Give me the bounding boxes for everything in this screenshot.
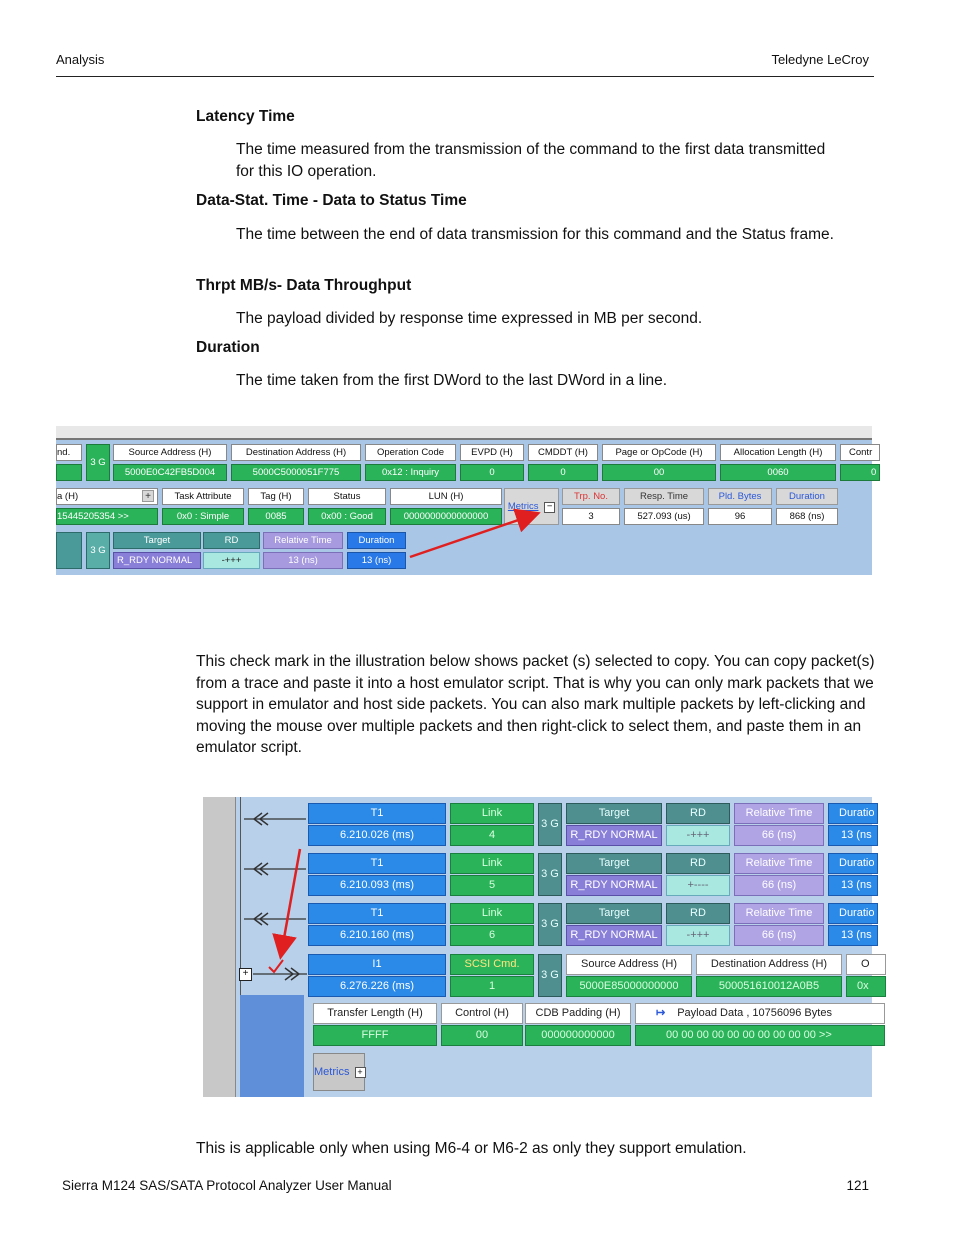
- scsi-hdr-transfer: Transfer Length (H): [313, 1003, 437, 1024]
- def-data-stat-time: The time between the end of data transmission for this command and the Status frame.: [236, 226, 834, 243]
- row2-hdr-lun: LUN (H): [390, 488, 502, 505]
- scsi-val-cdb: 000000000000: [525, 1025, 631, 1046]
- running-header-right: Teledyne LeCroy: [771, 52, 869, 67]
- packet-2-rel-hdr: Relative Time: [734, 853, 824, 874]
- row2-hdr-status: Status: [308, 488, 386, 505]
- packet-3-dur-hdr: Duratio: [828, 903, 878, 924]
- packet-1-rel-hdr: Relative Time: [734, 803, 824, 824]
- packet-1-rd-hdr: RD: [666, 803, 730, 824]
- metric-hdr-duration: Duration: [776, 488, 838, 505]
- row3-val-relative[interactable]: 13 (ns): [263, 552, 343, 569]
- packet-2-link: 5: [450, 875, 534, 896]
- footer-title: Sierra M124 SAS/SATA Protocol Analyzer User Manual: [62, 1178, 392, 1193]
- packet-3-target: R_RDY NORMAL: [566, 925, 662, 946]
- packet-1-target-hdr: Target: [566, 803, 662, 824]
- packet-2-target-hdr: Target: [566, 853, 662, 874]
- metric-val-trp: 3: [562, 508, 620, 525]
- scsi-hdr-payload-text: Payload Data , 10756096 Bytes: [677, 1007, 832, 1019]
- metrics-label-2: Metrics: [314, 1066, 350, 1078]
- term-data-stat-time: Data-Stat. Time - Data to Status Time: [196, 192, 467, 209]
- row2-val-status[interactable]: 0x00 : Good: [308, 508, 386, 525]
- metric-val-pld: 96: [708, 508, 772, 525]
- row1-hdr-source: Source Address (H): [113, 444, 227, 461]
- row1-val-control[interactable]: 0: [840, 464, 880, 481]
- def-throughput: The payload divided by response time expressed in MB per second.: [236, 310, 703, 327]
- row1-val-dest[interactable]: 5000C5000051F775: [231, 464, 361, 481]
- body-paragraph: This check mark in the illustration below shows packet (s) selected to copy. You can copy packet(s) from a trace and paste it into a host emulator script. That is why you can only mark packets that we support in emulator and host side packets. You can also mark multiple packets by left-clicking and moving the mouse over multiple packets and then right-click to select them, and paste them in an emulator script.: [196, 653, 875, 756]
- row1-first-header: nd.: [56, 444, 82, 461]
- packet-2-speed: 3 G: [538, 853, 562, 896]
- row3-speed: 3 G: [86, 532, 110, 569]
- header-rule: [56, 76, 874, 77]
- row3-hdr-target: Target: [113, 532, 201, 549]
- scsi-val-control: 00: [441, 1025, 523, 1046]
- row1-hdr-alloc: Allocation Length (H): [720, 444, 836, 461]
- row1-hdr-page: Page or OpCode (H): [602, 444, 716, 461]
- scsi-op: 0x: [846, 976, 886, 997]
- packet-2-label: T1: [308, 853, 446, 874]
- row3-hdr-duration: Duration: [347, 532, 406, 549]
- payload-arrow-icon: ↦: [656, 1007, 666, 1019]
- packet-1-link: 4: [450, 825, 534, 846]
- callout-arrow-2: [203, 797, 872, 1097]
- packet-2-time: 6.210.093 (ms): [308, 875, 446, 896]
- scsi-src: 5000E85000000000: [566, 976, 692, 997]
- term-throughput: Thrpt MB/s- Data Throughput: [196, 277, 412, 294]
- row1-hdr-cmddt: CMDDT (H): [528, 444, 598, 461]
- packet-3-rd-hdr: RD: [666, 903, 730, 924]
- packet-3-link-label: Link: [450, 903, 534, 924]
- row2-hdr-a: a (H): [56, 488, 158, 505]
- row1-val-evpd[interactable]: 0: [460, 464, 524, 481]
- running-header-left: Analysis: [56, 52, 105, 67]
- packet-3-target-hdr: Target: [566, 903, 662, 924]
- row3-val-duration[interactable]: 13 (ns): [347, 552, 406, 569]
- packet-1-dur-hdr: Duratio: [828, 803, 878, 824]
- packet-2-target: R_RDY NORMAL: [566, 875, 662, 896]
- row2-hdr-task: Task Attribute: [162, 488, 244, 505]
- row1-val-cmddt[interactable]: 0: [528, 464, 598, 481]
- row1-hdr-control: Contr: [840, 444, 880, 461]
- packet-1-label: T1: [308, 803, 446, 824]
- scsi-op-hdr: O: [846, 954, 886, 975]
- packet-1-rd: -+++: [666, 825, 730, 846]
- packet-2-dur-hdr: Duratio: [828, 853, 878, 874]
- scsi-label: I1: [308, 954, 446, 975]
- row1-val-source[interactable]: 5000E0C42FB5D004: [113, 464, 227, 481]
- row2-val-task[interactable]: 0x0 : Simple: [162, 508, 244, 525]
- packet-1-rel: 66 (ns): [734, 825, 824, 846]
- scsi-src-hdr: Source Address (H): [566, 954, 692, 975]
- metric-val-resp: 527.093 (us): [624, 508, 704, 525]
- scsi-expand-button[interactable]: +: [239, 968, 252, 981]
- scsi-cmd: 1: [450, 976, 534, 997]
- scsi-cmd-label: SCSI Cmd.: [450, 954, 534, 975]
- packet-3-time: 6.210.160 (ms): [308, 925, 446, 946]
- callout-arrow-1: [56, 426, 872, 575]
- packet-3-speed: 3 G: [538, 903, 562, 946]
- scsi-time: 6.276.226 (ms): [308, 976, 446, 997]
- def-duration: The time taken from the first DWord to the last DWord in a line.: [236, 372, 668, 389]
- row1-speed: 3 G: [86, 444, 110, 481]
- metric-hdr-trp: Trp. No.: [562, 488, 620, 505]
- packet-3-rd: -+++: [666, 925, 730, 946]
- row3-hdr-relative: Relative Time: [263, 532, 343, 549]
- metric-val-duration: 868 (ns): [776, 508, 838, 525]
- metrics-label: Metrics: [507, 501, 539, 512]
- row2-val-a[interactable]: 15445205354 >>: [56, 508, 158, 525]
- scsi-val-payload[interactable]: 00 00 00 00 00 00 00 00 00 00 >>: [635, 1025, 885, 1046]
- scsi-hdr-control: Control (H): [441, 1003, 523, 1024]
- packet-mark-screenshot: [203, 797, 875, 1097]
- packet-3-dur: 13 (ns: [828, 925, 878, 946]
- packet-3-label: T1: [308, 903, 446, 924]
- packet-3-link: 6: [450, 925, 534, 946]
- row3-val-rd[interactable]: -+++: [203, 552, 260, 569]
- row1-hdr-opcode: Operation Code: [365, 444, 456, 461]
- packet-1-target: R_RDY NORMAL: [566, 825, 662, 846]
- packet-1-speed: 3 G: [538, 803, 562, 846]
- metric-hdr-resp: Resp. Time: [624, 488, 704, 505]
- def-latency-time: The time measured from the transmission of the command to the first data transmitted for this IO operation.: [236, 141, 826, 180]
- row1-hdr-evpd: EVPD (H): [460, 444, 524, 461]
- row3-hdr-rd: RD: [203, 532, 260, 549]
- packet-3-rel: 66 (ns): [734, 925, 824, 946]
- packet-1-link-label: Link: [450, 803, 534, 824]
- packet-2-rd-hdr: RD: [666, 853, 730, 874]
- packet-2-rd: +----: [666, 875, 730, 896]
- row1-val-alloc[interactable]: 0060: [720, 464, 836, 481]
- row2-val-lun[interactable]: 0000000000000000: [390, 508, 502, 525]
- metrics-expand-icon[interactable]: +: [355, 1067, 366, 1078]
- row2-val-tag[interactable]: 0085: [248, 508, 304, 525]
- applicability-note: This is applicable only when using M6-4 or M6-2 as only they support emulation.: [196, 1140, 747, 1157]
- row1-val-opcode[interactable]: 0x12 : Inquiry: [365, 464, 456, 481]
- row2-hdr-tag: Tag (H): [248, 488, 304, 505]
- row2-expand-button[interactable]: +: [142, 490, 154, 502]
- scsi-hdr-cdb: CDB Padding (H): [525, 1003, 631, 1024]
- term-latency-time: Latency Time: [196, 108, 295, 125]
- metric-hdr-pld: Pld. Bytes: [708, 488, 772, 505]
- row1-hdr-dest: Destination Address (H): [231, 444, 361, 461]
- packet-2-link-label: Link: [450, 853, 534, 874]
- scsi-dst: 500051610012A0B5: [696, 976, 842, 997]
- page-number: 121: [846, 1178, 869, 1193]
- packet-1-time: 6.210.026 (ms): [308, 825, 446, 846]
- packet-3-rel-hdr: Relative Time: [734, 903, 824, 924]
- packet-2-rel: 66 (ns): [734, 875, 824, 896]
- metrics-collapse-icon[interactable]: −: [544, 502, 555, 513]
- row1-val-page[interactable]: 00: [602, 464, 716, 481]
- packet-2-dur: 13 (ns: [828, 875, 878, 896]
- packet-1-dur: 13 (ns: [828, 825, 878, 846]
- scsi-dst-hdr: Destination Address (H): [696, 954, 842, 975]
- metrics-screenshot: [56, 426, 877, 575]
- term-duration: Duration: [196, 339, 260, 356]
- scsi-val-transfer: FFFF: [313, 1025, 437, 1046]
- row3-val-target[interactable]: R_RDY NORMAL: [113, 552, 201, 569]
- scsi-speed: 3 G: [538, 954, 562, 997]
